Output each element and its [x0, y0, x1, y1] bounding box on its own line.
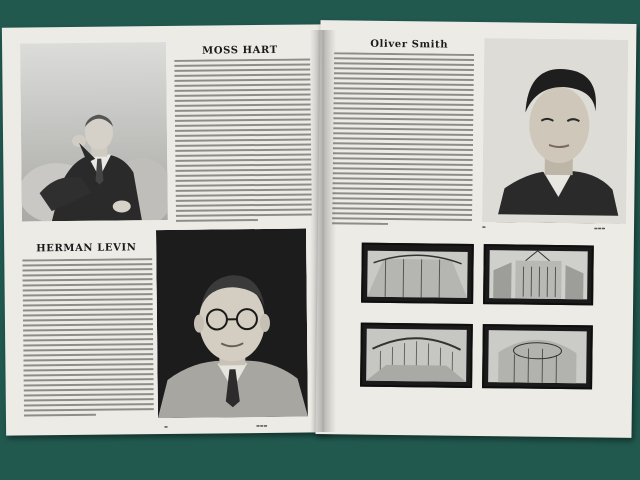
moss-hart-bio-text: [174, 58, 312, 231]
herman-levin-heading: HERMAN LEVIN: [36, 242, 137, 255]
set-design-sketch-4: [482, 324, 593, 389]
herman-levin-photo-caption: ▬: [164, 423, 168, 430]
moss-hart-heading: MOSS HART: [202, 44, 278, 57]
set-design-sketch-1: [361, 243, 474, 304]
herman-levin-portrait: [156, 229, 308, 419]
oliver-smith-heading: Oliver Smith: [370, 38, 449, 51]
book-gutter-shadow: [310, 30, 336, 432]
set-design-sketch-3: [360, 323, 473, 388]
moss-hart-portrait: [20, 42, 168, 222]
herman-levin-photo-credit: ▬▬▬: [256, 422, 268, 429]
oliver-smith-photo-caption: ▬: [481, 224, 486, 230]
oliver-smith-photo-credit: ▬▬▬: [593, 225, 606, 231]
oliver-smith-portrait: [482, 38, 628, 224]
oliver-smith-bio-text: [332, 52, 474, 234]
left-page: [2, 24, 328, 435]
herman-levin-bio-text: [22, 258, 154, 423]
right-page: [315, 20, 636, 438]
set-design-sketch-2: [483, 244, 594, 305]
